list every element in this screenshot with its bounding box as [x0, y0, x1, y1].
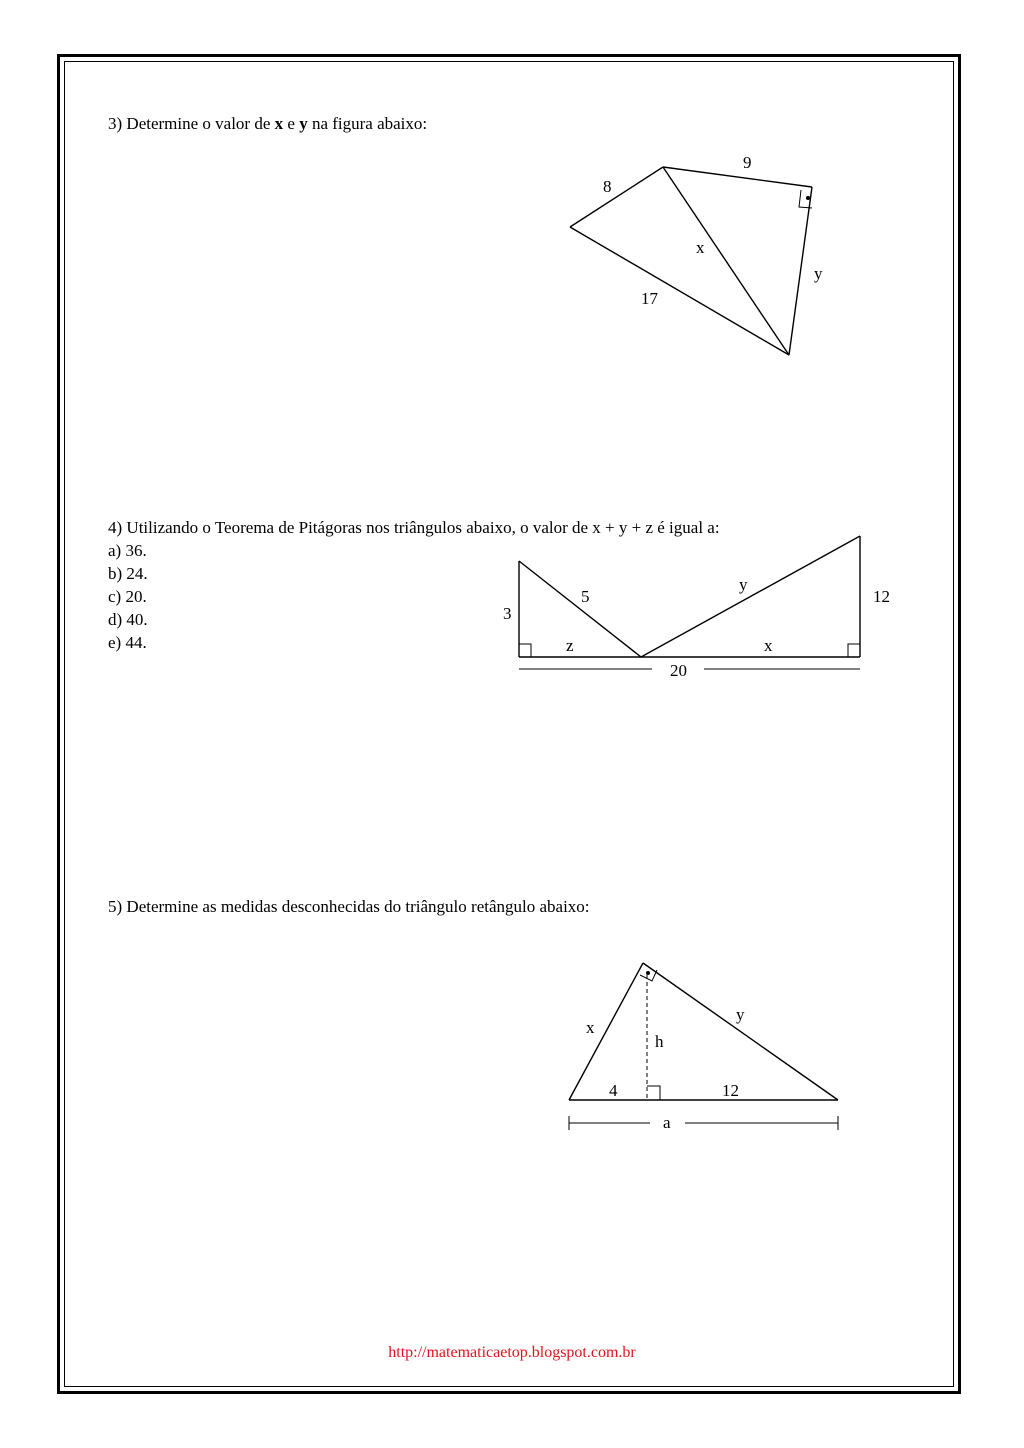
- q3-label-8: 8: [603, 177, 612, 196]
- q5-label-4: 4: [609, 1081, 618, 1100]
- q4-label-x: x: [764, 636, 773, 655]
- footer-link[interactable]: http://matematicaetop.blogspot.com.br: [388, 1344, 636, 1361]
- question-5: 5) Determine as medidas desconhecidas do triângulo retângulo abaixo:: [108, 897, 590, 916]
- right-angle-dot: [646, 971, 650, 975]
- option-e: e) 44.: [108, 633, 147, 652]
- q4-label-12: 12: [873, 587, 890, 606]
- q4-label-5: 5: [581, 587, 590, 606]
- option-c: c) 20.: [108, 587, 147, 606]
- q5-label-a: a: [663, 1113, 671, 1132]
- q5-label-y: y: [736, 1005, 745, 1024]
- q3-label-17: 17: [641, 289, 658, 308]
- question-3: 3) Determine o valor de x e y na figura abaixo:: [108, 114, 428, 133]
- question-4: 4) Utilizando o Teorema de Pitágoras nos triângulos abaixo, o valor de x + y + z é igual a:: [108, 518, 720, 537]
- q5-label-h: h: [655, 1032, 664, 1051]
- bold-y: y: [299, 114, 308, 133]
- bold-x: x: [274, 114, 284, 133]
- option-d: d) 40.: [108, 610, 148, 629]
- q4-label-z: z: [566, 636, 574, 655]
- q3-label-y: y: [814, 264, 823, 283]
- option-a: a) 36.: [108, 541, 147, 560]
- q4-label-y: y: [739, 575, 748, 594]
- q4-label-20: 20: [670, 661, 687, 680]
- q3-label-9: 9: [743, 153, 752, 172]
- q3-label-x: x: [696, 238, 705, 257]
- q5-label-x: x: [586, 1018, 595, 1037]
- right-angle-dot: [806, 196, 810, 200]
- q4-label-3: 3: [503, 604, 512, 623]
- q5-label-12: 12: [722, 1081, 739, 1100]
- option-b: b) 24.: [108, 564, 148, 583]
- q5-right-triangle-figure: [569, 963, 838, 1130]
